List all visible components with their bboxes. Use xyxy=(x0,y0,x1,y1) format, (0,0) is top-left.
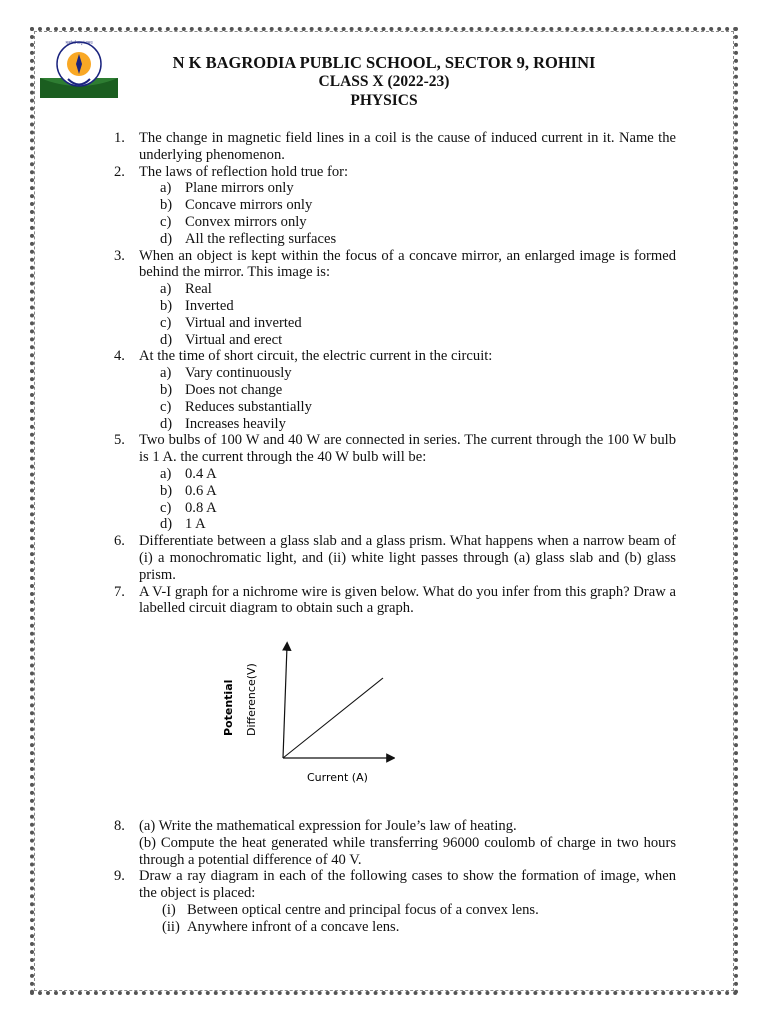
question-5-options xyxy=(160,466,676,533)
option: b) Inverted xyxy=(160,297,234,314)
option: a) Plane mirrors only xyxy=(160,180,294,197)
question-9: 9. Draw a ray diagram in each of the following cases to show the formation of image, when the object is placed: xyxy=(114,868,676,902)
question-7: 7. A V-I graph for a nichrome wire is given below. What do you infer from this graph? Draw a labelled circuit diagram to obtain such a graph. xyxy=(114,583,676,617)
question-4: 4. At the time of short circuit, the electric current in the circuit: xyxy=(114,348,493,365)
option: b) Concave mirrors only xyxy=(160,197,313,214)
option: c) Convex mirrors only xyxy=(160,213,307,230)
option: a) 0.4 A xyxy=(160,465,217,482)
question-2: 2. The laws of reflection hold true for: xyxy=(114,163,349,180)
question-8-part-b: (b) Compute the heat generated while transferring 96000 coulomb of charge in two hours through a potential difference of 40 V. xyxy=(139,834,676,868)
y-axis xyxy=(283,646,287,758)
svg-text:मृत्योर्मा अमृतं गमय: मृत्योर्मा अमृतं गमय xyxy=(65,40,93,45)
y-axis-label-2: Difference(V) xyxy=(245,663,258,736)
question-3-options xyxy=(160,281,676,348)
option: d) 1 A xyxy=(160,516,206,533)
option: (i) Between optical centre and principal focus of a convex lens. xyxy=(162,901,539,918)
question-1: 1. The change in magnetic field lines in a coil is the cause of induced current in it. Name the underlying phenomenon. xyxy=(114,130,676,163)
subject-title: PHYSICS xyxy=(350,92,418,109)
question-3: 3. When an object is kept within the focus of a concave mirror, an enlarged image is formed behind the mirror. This image is: xyxy=(114,247,676,281)
option: a) Vary continuously xyxy=(160,365,292,382)
class-title: CLASS X (2022-23) xyxy=(318,73,450,90)
vi-line xyxy=(283,678,383,758)
option: c) 0.8 A xyxy=(160,499,217,516)
option: c) Reduces substantially xyxy=(160,398,312,415)
option: (ii) Anywhere infront of a concave lens. xyxy=(162,918,400,935)
option: d) Increases heavily xyxy=(160,415,286,432)
option: b) 0.6 A xyxy=(160,482,217,499)
question-2-options xyxy=(160,180,676,247)
option: b) Does not change xyxy=(160,381,283,398)
option: d) All the reflecting surfaces xyxy=(160,230,337,247)
question-5: 5. Two bulbs of 100 W and 40 W are connected in series. The current through the 100 W bulb is 1 A. the current through the 40 W bulb will be: xyxy=(114,432,676,466)
school-name: N K BAGRODIA PUBLIC SCHOOL, SECTOR 9, ROHINI xyxy=(172,53,596,72)
option: a) Real xyxy=(160,281,212,298)
question-9-options xyxy=(162,902,676,936)
question-4-options xyxy=(160,365,676,432)
option: c) Virtual and inverted xyxy=(160,314,302,331)
question-8: 8. (a) Write the mathematical expression for Joule’s law of heating. xyxy=(114,818,517,834)
question-6: 6. Differentiate between a glass slab and a glass prism. What happens when a narrow beam of (i) a monochromatic light, and (ii) white light passes through (a) glass slab and (b) glass prism. xyxy=(114,533,676,583)
questions-list xyxy=(114,130,676,617)
x-axis-label: Current (A) xyxy=(307,771,368,784)
questions-list-2 xyxy=(114,818,676,936)
y-axis-label-1: Potential xyxy=(222,679,235,736)
option: d) Virtual and erect xyxy=(160,331,283,348)
vi-graph xyxy=(215,640,395,790)
